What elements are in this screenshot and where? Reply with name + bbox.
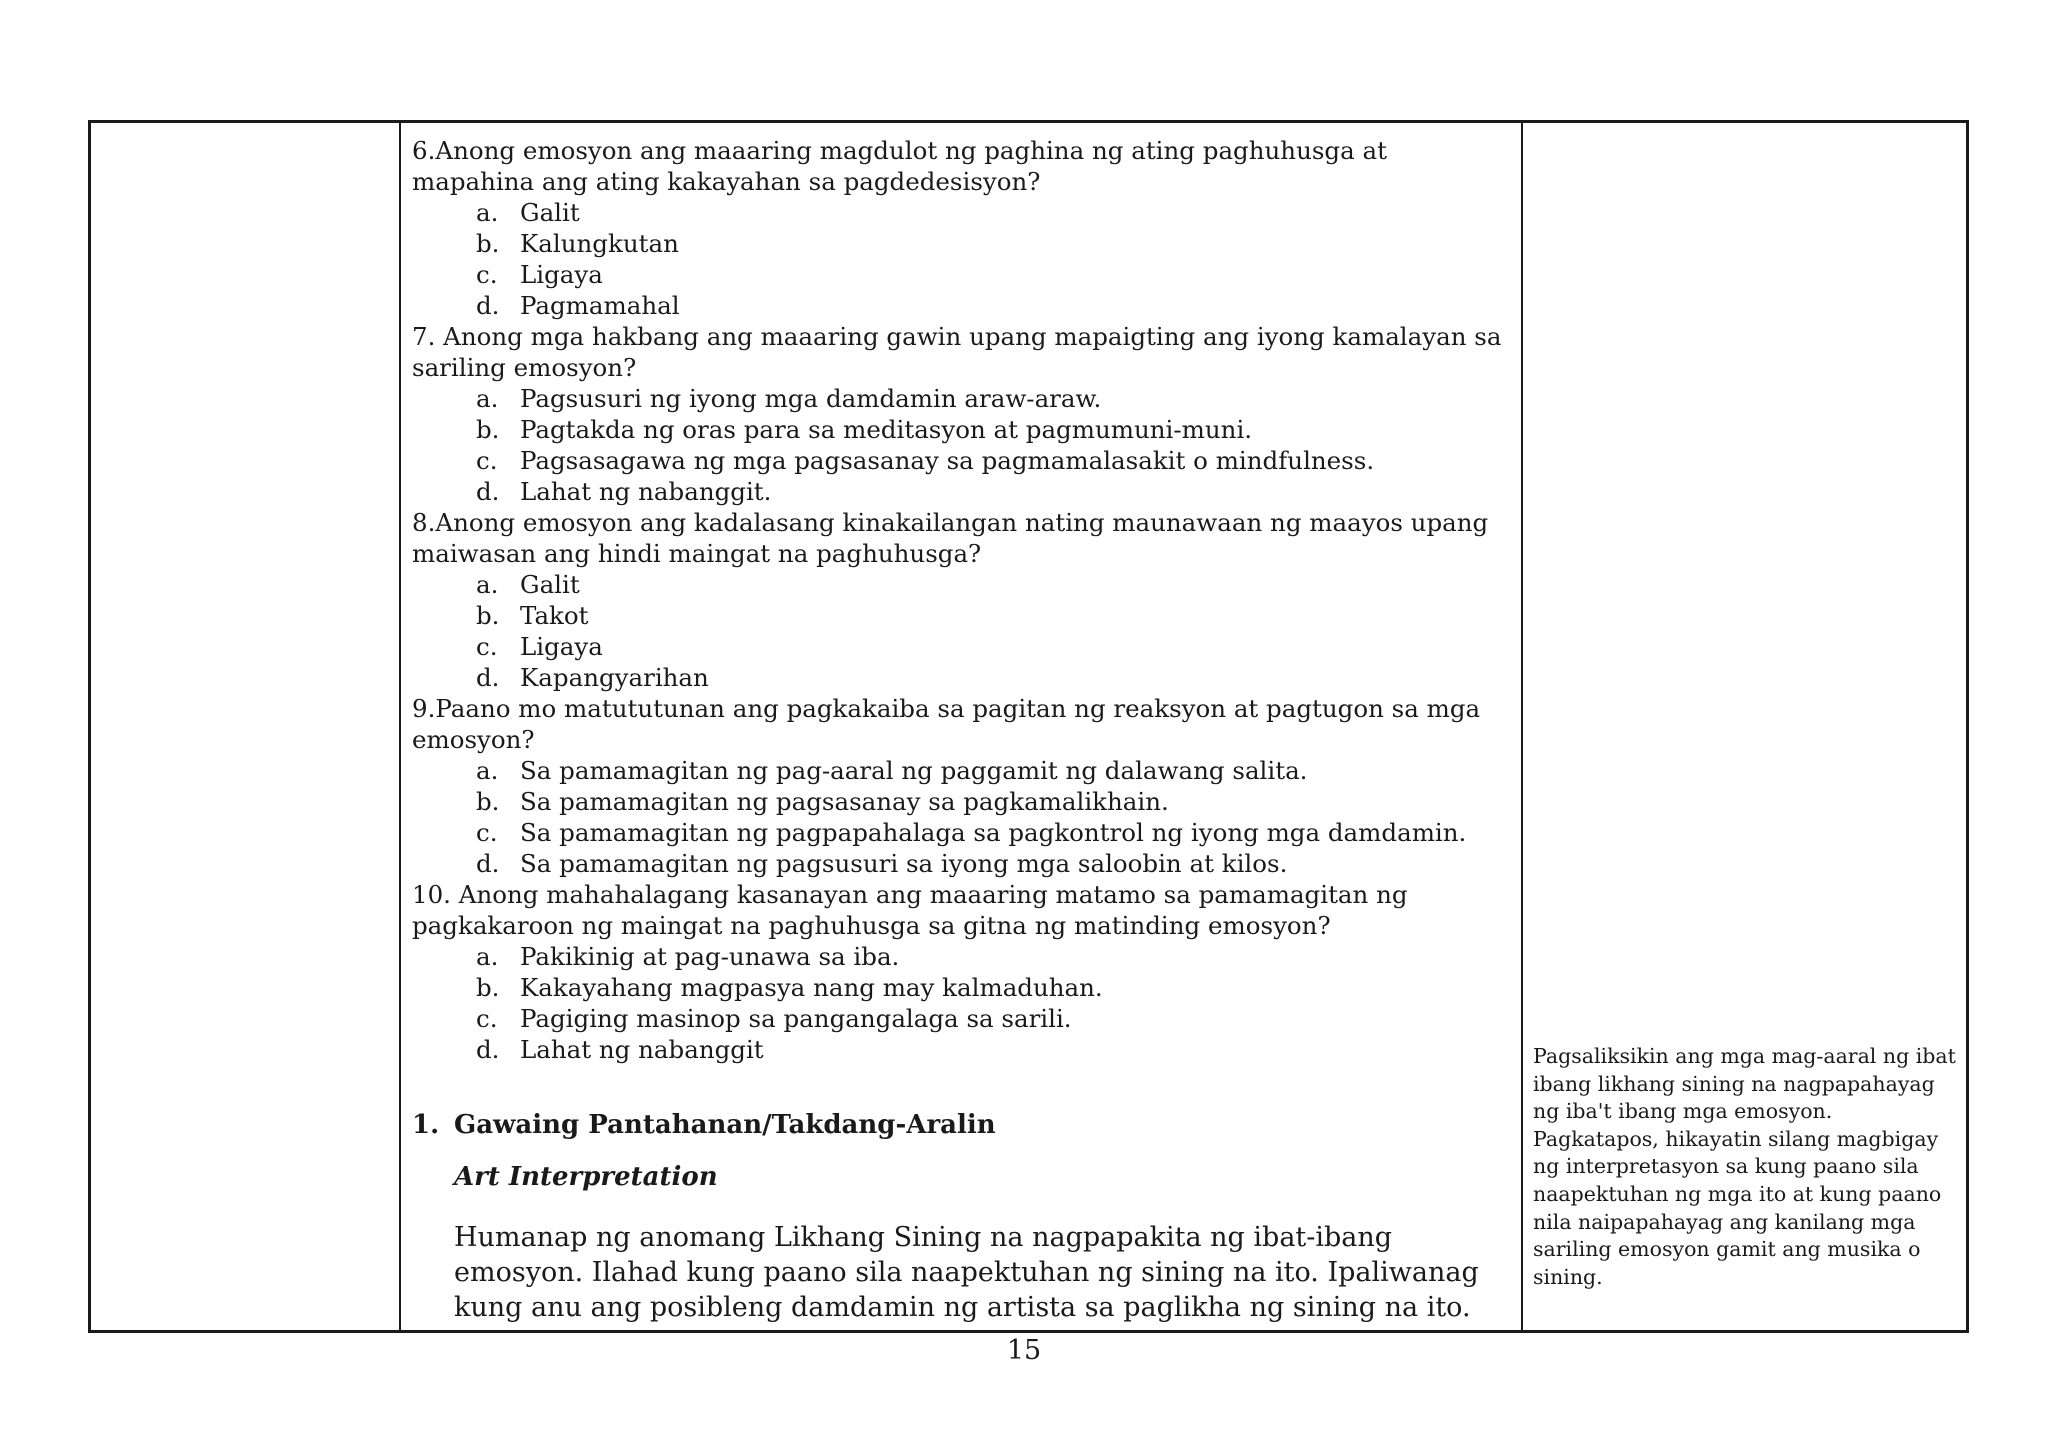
option-letter: b.: [476, 229, 500, 258]
option-letter: a.: [476, 756, 499, 785]
question-block: [412, 693, 1507, 879]
option-item: [476, 228, 1507, 259]
question-block: [412, 135, 1507, 321]
option-item: [476, 662, 1507, 693]
option-text: Sa pamamagitan ng pagsasanay sa pagkamalikhain.: [520, 787, 1169, 816]
option-list: [412, 569, 1507, 693]
option-letter: c.: [476, 260, 498, 289]
notes-column: [1523, 123, 1966, 1330]
question-block: [412, 879, 1507, 1065]
option-text: Sa pamamagitan ng pag-aaral ng paggamit ng dalawang salita.: [520, 756, 1308, 785]
option-list: [412, 197, 1507, 321]
option-text: Kapangyarihan: [520, 663, 709, 692]
option-item: [476, 569, 1507, 600]
option-letter: c.: [476, 1004, 498, 1033]
question-text: 10. Anong mahahalagang kasanayan ang maaaring matamo sa pamamagitan ng pagkakaroon ng maingat na paghuhusga sa gitna ng matinding emosyon?: [412, 880, 1408, 940]
homework-subtitle: Art Interpretation: [454, 1162, 718, 1192]
option-item: [476, 755, 1507, 786]
page-number: 15: [1006, 1335, 1042, 1366]
option-text: Kalungkutan: [520, 229, 679, 258]
option-item: [476, 290, 1507, 321]
option-text: Kakayahang magpasya nang may kalmaduhan.: [520, 973, 1103, 1002]
option-letter: d.: [476, 663, 500, 692]
option-text: Pagsusuri ng iyong mga damdamin araw-araw.: [520, 384, 1102, 413]
option-text: Galit: [520, 198, 580, 227]
homework-section: [412, 1108, 1507, 1325]
option-item: [476, 786, 1507, 817]
option-text: Ligaya: [520, 260, 603, 289]
option-text: Pagmamahal: [520, 291, 680, 320]
option-letter: d.: [476, 849, 500, 878]
option-text: Lahat ng nabanggit: [520, 1035, 764, 1064]
option-letter: a.: [476, 384, 499, 413]
option-text: Sa pamamagitan ng pagpapahalaga sa pagkontrol ng iyong mga damdamin.: [520, 818, 1467, 847]
option-letter: a.: [476, 198, 499, 227]
question-text: 8.Anong emosyon ang kadalasang kinakailangan nating maunawaan ng maayos upang maiwasan ang hindi maingat na paghuhusga?: [412, 508, 1489, 568]
option-letter: b.: [476, 973, 500, 1002]
option-item: [476, 383, 1507, 414]
teacher-notes: Pagsaliksikin ang mga mag-aaral ng ibat ibang likhang sining na nagpapahayag ng iba't ibang mga emosyon. Pagkatapos, hikayatin silang magbigay ng interpretasyon sa kung paano sila naapektuhan ng mga ito at kung paano nila naipapahayag ang kanilang mga sariling emosyon gamit ang musika o sining.: [1533, 1044, 1956, 1289]
main-column: [401, 123, 1523, 1330]
option-item: [476, 817, 1507, 848]
option-letter: a.: [476, 570, 499, 599]
option-item: [476, 941, 1507, 972]
homework-title: Gawaing Pantahanan/Takdang-Aralin: [454, 1110, 996, 1140]
option-item: [476, 414, 1507, 445]
option-letter: c.: [476, 632, 498, 661]
question-block: [412, 321, 1507, 507]
question-text: 7. Anong mga hakbang ang maaaring gawin upang mapaigting ang iyong kamalayan sa sariling emosyon?: [412, 322, 1502, 382]
option-text: Pakikinig at pag-unawa sa iba.: [520, 942, 900, 971]
option-item: [476, 1003, 1507, 1034]
option-item: [476, 197, 1507, 228]
option-item: [476, 631, 1507, 662]
lesson-table: [88, 120, 1969, 1333]
homework-number: 1.: [412, 1110, 440, 1140]
option-letter: c.: [476, 818, 498, 847]
option-text: Sa pamamagitan ng pagsusuri sa iyong mga saloobin at kilos.: [520, 849, 1288, 878]
question-text: 6.Anong emosyon ang maaaring magdulot ng paghina ng ating paghuhusga at mapahina ang ating kakayahan sa pagdedesisyon?: [412, 136, 1387, 196]
option-text: Takot: [520, 601, 589, 630]
option-letter: b.: [476, 415, 500, 444]
option-item: [476, 445, 1507, 476]
option-item: [476, 259, 1507, 290]
option-letter: c.: [476, 446, 498, 475]
option-item: [476, 848, 1507, 879]
option-text: Ligaya: [520, 632, 603, 661]
option-text: Pagtakda ng oras para sa meditasyon at pagmumuni-muni.: [520, 415, 1253, 444]
option-text: Pagsasagawa ng mga pagsasanay sa pagmamalasakit o mindfulness.: [520, 446, 1375, 475]
option-letter: b.: [476, 601, 500, 630]
left-column: [91, 123, 401, 1330]
option-list: [412, 383, 1507, 507]
option-item: [476, 1034, 1507, 1065]
option-letter: b.: [476, 787, 500, 816]
option-letter: d.: [476, 291, 500, 320]
homework-heading: [412, 1108, 1507, 1142]
option-letter: d.: [476, 1035, 500, 1064]
option-text: Lahat ng nabanggit.: [520, 477, 772, 506]
option-text: Pagiging masinop sa pangangalaga sa sarili.: [520, 1004, 1072, 1033]
option-list: [412, 755, 1507, 879]
option-text: Galit: [520, 570, 580, 599]
option-item: [476, 476, 1507, 507]
homework-body: Humanap ng anomang Likhang Sining na nagpapakita ng ibat-ibang emosyon. Ilahad kung paano sila naapektuhan ng sining na ito. Ipaliwanag kung anu ang posibleng damdamin ng artista sa paglikha ng sining na ito.: [454, 1222, 1479, 1323]
option-letter: a.: [476, 942, 499, 971]
option-letter: d.: [476, 477, 500, 506]
option-item: [476, 600, 1507, 631]
question-text: 9.Paano mo matututunan ang pagkakaiba sa pagitan ng reaksyon at pagtugon sa mga emosyon?: [412, 694, 1481, 754]
option-list: [412, 941, 1507, 1065]
option-item: [476, 972, 1507, 1003]
question-block: [412, 507, 1507, 693]
